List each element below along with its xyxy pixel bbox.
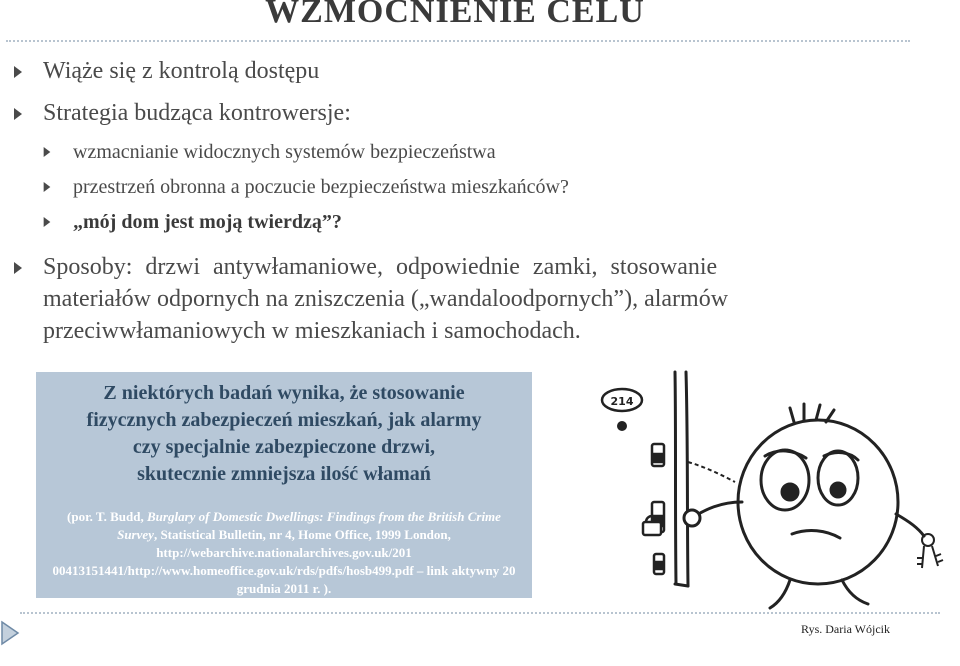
- arrow-bullet-icon: [12, 107, 24, 121]
- title-divider: [6, 40, 910, 42]
- lock-icon: [652, 444, 664, 466]
- keys-icon: [917, 534, 943, 568]
- peephole-icon: [617, 421, 627, 431]
- door-illustration: [580, 352, 950, 617]
- citation-details: , Statistical Bulletin, nr 4, Home Office, 1999 London, http://webarchive.nationalarchives.gov.uk/201 00413151441/http://www.homeoffice.gov.uk/rds/pdfs/hosb499.pdf – link aktywny 20 grudnia 2011 r. ).: [52, 527, 516, 596]
- door-number: 214: [610, 395, 634, 408]
- quote-line: fizycznych zabezpieczeń mieszkań, jak alarmy: [86, 409, 482, 431]
- door-frame: [675, 372, 688, 586]
- sub-bullet-text: wzmacnianie widocznych systemów bezpieczeństwa: [73, 141, 496, 163]
- methods-line-2: materiałów odpornych na zniszczenia („wandaloodpornych”), alarmów: [43, 286, 729, 312]
- corner-triangle-icon: [0, 620, 20, 646]
- bullet-methods: [12, 252, 912, 352]
- arrow-bullet-icon: [42, 216, 52, 228]
- bullet-text: Strategia budząca kontrowersje:: [43, 100, 351, 126]
- slide-title: WZMOCNIENIE CELU: [265, 0, 645, 30]
- methods-line-3: przeciwwłamaniowych w mieszkaniach i samochodach.: [43, 318, 581, 344]
- door-number-plate: [602, 389, 642, 411]
- quote-text: [46, 380, 522, 488]
- lock-icon: [654, 554, 664, 574]
- citation-title: Burglary of Domestic Dwellings: Findings from the British Crime Survey: [117, 509, 501, 542]
- quote-line: skutecznie zmniejsza ilość włamań: [137, 463, 431, 485]
- quote-citation: [46, 508, 522, 598]
- arrow-bullet-icon: [12, 65, 24, 79]
- methods-line-1: Sposoby: drzwi antywłamaniowe, odpowiednie zamki, stosowanie: [43, 254, 718, 280]
- arrow-bullet-icon: [42, 181, 52, 193]
- quote-line: Z niektórych badań wynika, że stosowanie: [103, 382, 465, 404]
- arrow-bullet-icon: [42, 146, 52, 158]
- sub-bullet-text: „mój dom jest moją twierdzą”?: [73, 211, 342, 233]
- research-quote-box: [36, 372, 532, 598]
- illustration-credit: Rys. Daria Wójcik: [801, 622, 890, 636]
- sub-bullet-text: przestrzeń obronna a poczucie bezpieczeństwa mieszkańców?: [73, 176, 569, 198]
- door-chain: [688, 462, 735, 482]
- bullet-text: Wiąże się z kontrolą dostępu: [43, 58, 320, 84]
- cartoon-character: [684, 404, 924, 608]
- citation-prefix: (por. T. Budd,: [67, 509, 147, 524]
- arrow-bullet-icon: [12, 261, 24, 275]
- quote-line: czy specjalnie zabezpieczone drzwi,: [132, 436, 436, 458]
- footer-divider: [20, 612, 940, 614]
